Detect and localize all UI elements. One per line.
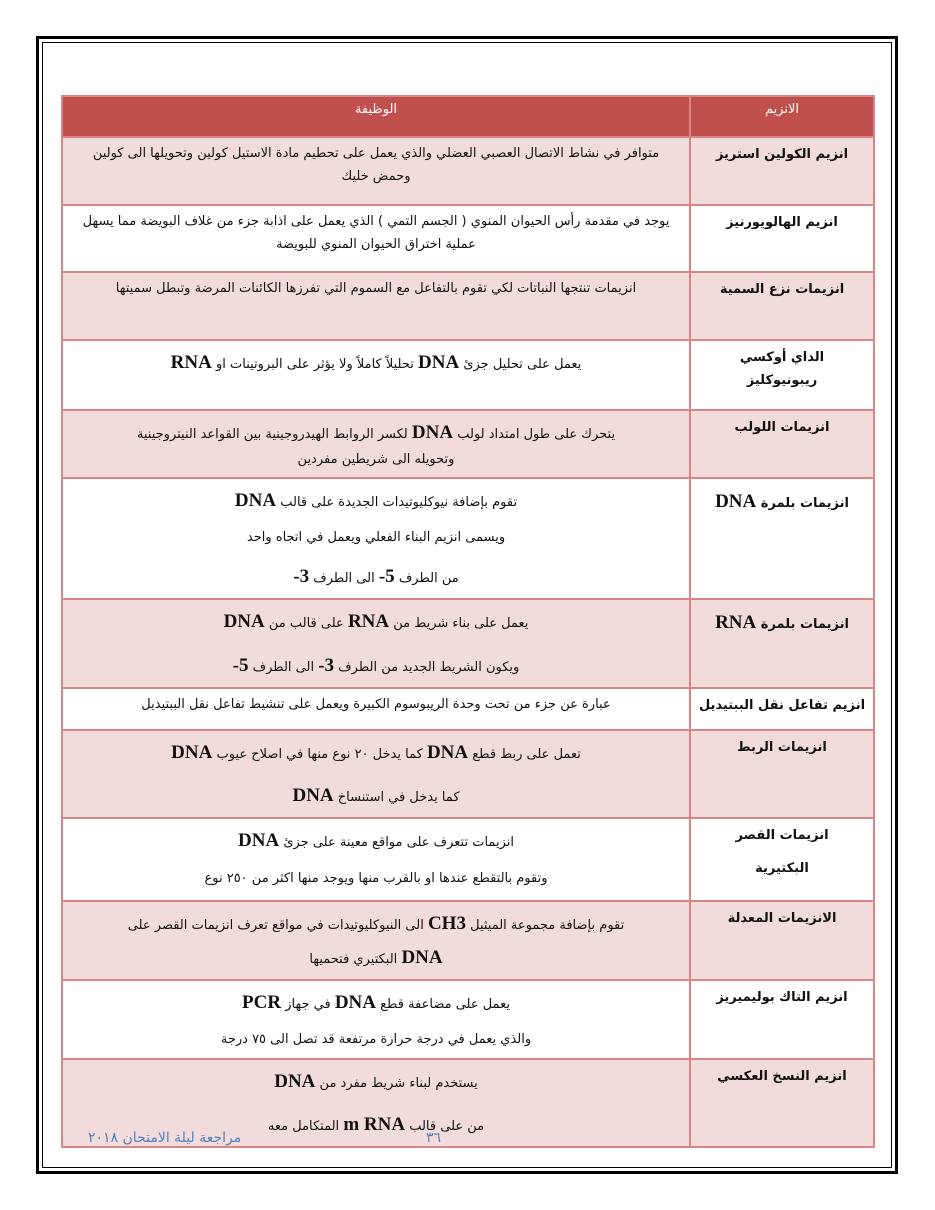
enzyme-function	[62, 901, 690, 980]
text: الى الطرف	[313, 571, 375, 586]
table-row	[62, 688, 874, 730]
table-row	[62, 205, 874, 272]
table-header-row	[62, 96, 874, 137]
enzyme-function	[62, 599, 690, 688]
rna-term: RNA	[170, 352, 212, 373]
text: تقوم بإضافة مجموعة الميثيل	[470, 918, 625, 934]
enzyme-name: الانزيمات المعدلة	[690, 901, 874, 980]
dna-term: DNA	[171, 741, 213, 763]
enzyme-name-line: انزيمات القصر	[735, 828, 829, 844]
dna-term: DNA	[334, 991, 376, 1013]
text: تحليلاً كاملاً ولا يؤثر على البروتينات او	[215, 357, 414, 372]
enzyme-function	[62, 818, 690, 901]
mrna-term: m RNA	[343, 1114, 406, 1135]
enzyme-name: انزيمات اللولب	[690, 410, 874, 478]
table-row	[62, 730, 874, 819]
table-row	[62, 818, 874, 901]
dna-term: DNA	[418, 352, 460, 373]
text: من الطرف	[398, 571, 459, 586]
table-row	[62, 137, 874, 205]
text: البكتيري فتحميها	[309, 951, 398, 967]
header-function: الوظيفة	[62, 96, 690, 137]
enzyme-function	[62, 980, 690, 1059]
enzyme-name-line: انزيمات بلمرة	[760, 496, 849, 511]
methyl-formula: CH3	[427, 913, 466, 935]
enzyme-function: يوجد في مقدمة رأس الحيوان المنوي ( الجسم التمي ) الذي يعمل على اذابة جزء من غلاف البويضة مما يسهل عملية اختراق الحيوان المنوي للبويضة	[62, 205, 690, 272]
text: يعمل على مضاعفة قطع	[380, 996, 510, 1012]
dna-term: DNA	[223, 611, 265, 633]
table-row	[62, 599, 874, 688]
text: تقوم بإضافة نيوكليوتيدات الجديدة على قالب	[280, 495, 518, 510]
header-enzyme: الانزيم	[690, 96, 874, 137]
text: كما يدخل ٢٠ نوع منها في اصلاح عيوب	[216, 746, 423, 762]
text: من على قالب	[409, 1119, 485, 1134]
enzyme-name-line: انزيمات بلمرة	[760, 617, 849, 633]
end-label: 3-	[318, 654, 335, 676]
enzyme-name: انزيم تفاعل نقل الببتيديل	[690, 688, 874, 730]
dna-term: DNA	[401, 946, 443, 968]
text: في جهاز	[285, 996, 331, 1012]
enzyme-function	[62, 730, 690, 819]
enzyme-function	[62, 410, 690, 478]
end-label: 3-	[293, 566, 310, 587]
enzyme-function: متوافر في نشاط الاتصال العصبي العضلي والذي يعمل على تحطيم مادة الاستيل كولين وتحويلها الى كولين وحمض خليك	[62, 137, 690, 205]
text: والذي يعمل في درجة حرارة مرتفعة قد تصل الى ٧٥ درجة	[220, 1032, 532, 1047]
text: يستخدم لبناء شريط مفرد من	[319, 1075, 478, 1091]
text: على قالب من	[268, 616, 344, 632]
enzyme-function	[62, 478, 690, 599]
dna-term: DNA	[426, 741, 469, 763]
enzyme-name-line: ريبونيوكليز	[746, 372, 818, 388]
text: انزيمات تتعرف على مواقع معينة على جزئ	[283, 835, 514, 851]
dna-term: DNA	[411, 422, 454, 443]
table-row	[62, 980, 874, 1059]
page-number: ٣٦	[426, 1130, 442, 1146]
enzyme-name: انزيمات الربط	[690, 730, 874, 819]
table-row	[62, 478, 874, 599]
table-row	[62, 272, 874, 340]
enzyme-name-line: الداي أوكسي	[739, 350, 825, 365]
end-label: 5-	[232, 654, 249, 676]
text: يتحرك على طول امتداد لولب	[457, 427, 616, 442]
enzyme-name-line: البكتيرية	[755, 861, 809, 876]
dna-term: DNA	[292, 785, 334, 806]
dna-term: DNA	[238, 830, 280, 852]
text: تعمل على ربط قطع	[472, 746, 581, 762]
dna-term: DNA	[234, 490, 277, 511]
enzymes-table	[61, 95, 875, 1148]
text: يعمل على تحليل جزئ	[463, 357, 582, 372]
enzyme-function	[62, 340, 690, 410]
table-row	[62, 340, 874, 410]
text: لكسر الروابط الهيدروجينية بين القواعد النيتروجينية	[136, 427, 408, 442]
text: وتحويله الى شريطين مفردين	[297, 452, 455, 468]
enzyme-name	[690, 818, 874, 901]
enzyme-name	[690, 599, 874, 688]
enzyme-function: عبارة عن جزء من تحت وحدة الريبوسوم الكبيرة ويعمل على تنشيط تفاعل نقل الببتيديل	[62, 688, 690, 730]
dna-term: DNA	[274, 1070, 316, 1092]
enzyme-function: انزيمات تنتجها النباتات لكي تقوم بالتفاعل مع السموم التي تفرزها الكائنات المرضة وتبطل سميتها	[62, 272, 690, 340]
enzyme-name: انزيم الكولين استريز	[690, 137, 874, 205]
enzyme-name: انزيمات نزع السمية	[690, 272, 874, 340]
pcr-term: PCR	[242, 991, 282, 1013]
enzyme-name: انزيم التاك بوليميريز	[690, 980, 874, 1059]
rna-term: RNA	[715, 612, 757, 634]
text: الى الطرف	[252, 659, 315, 675]
text: ويكون الشريط الجديد من الطرف	[338, 659, 520, 675]
text: يعمل على بناء شريط من	[393, 616, 529, 632]
enzyme-name: انزيم الهالويورنيز	[690, 205, 874, 272]
enzyme-name	[690, 340, 874, 410]
enzyme-name	[690, 478, 874, 599]
text: كما يدخل في استنساخ	[337, 790, 460, 805]
footer-title: مراجعة ليلة الامتحان ٢٠١٨	[88, 1130, 242, 1146]
dna-term: DNA	[715, 491, 757, 512]
text: ويسمى انزيم البناء الفعلي ويعمل في اتجاه واحد	[246, 530, 506, 546]
end-label: 5-	[378, 566, 395, 587]
text: وتقوم بالتقطع عندها او بالقرب منها ويوجد منها اكثر من ٢٥٠ نوع	[204, 870, 548, 886]
enzyme-name: انزيم النسخ العكسي	[690, 1059, 874, 1148]
table-row	[62, 410, 874, 478]
rna-term: RNA	[347, 611, 390, 633]
text: الى النيوكليوتيدات في مواقع تعرف انزيمات القصر على	[127, 918, 424, 934]
table-row	[62, 901, 874, 980]
text: المتكامل معه	[267, 1119, 340, 1134]
